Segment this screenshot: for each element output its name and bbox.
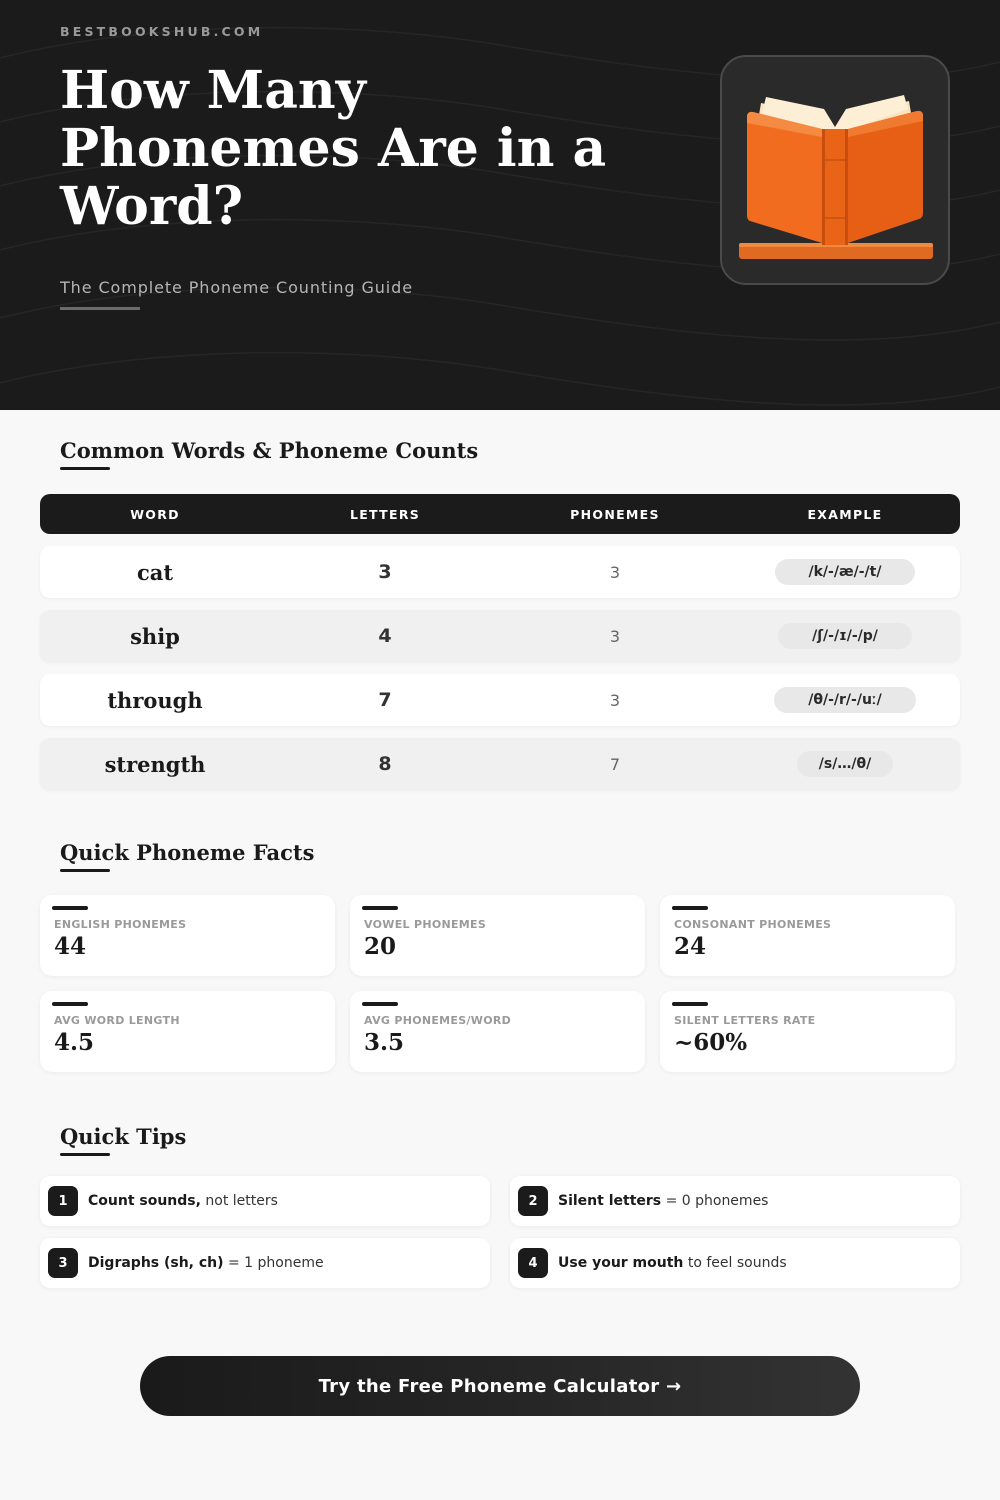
fact-value: 24: [674, 933, 707, 960]
tip-rest-text: = 0 phonemes: [661, 1193, 769, 1209]
page-title: How Many Phonemes Are in a Word?: [60, 60, 607, 237]
tip-bold-text: Silent letters: [558, 1193, 662, 1209]
cell-letters: 8: [378, 753, 392, 775]
fact-card-avg-phonemes-per-word: [350, 991, 645, 1072]
page-subtitle: The Complete Phoneme Counting Guide: [60, 278, 413, 297]
tip-bold-text: Digraphs (sh, ch): [88, 1255, 224, 1271]
cell-phonemes: 3: [609, 690, 621, 710]
fact-card-accent: [362, 1002, 398, 1006]
table-row: [40, 738, 960, 790]
site-brand: BESTBOOKSHUB.COM: [60, 24, 264, 39]
fact-card-vowel-phonemes: [350, 895, 645, 976]
tip-rest-text: not letters: [200, 1193, 278, 1209]
subtitle-underline: [60, 307, 140, 310]
fact-card-accent: [52, 1002, 88, 1006]
fact-card-english-phonemes: [40, 895, 335, 976]
tip-text: [558, 1193, 768, 1209]
fact-label: AVG WORD LENGTH: [54, 1014, 180, 1027]
section-title-underline: [60, 467, 110, 470]
tip-item: [510, 1176, 960, 1226]
cell-phonemes: 3: [609, 562, 621, 582]
fact-value: 4.5: [54, 1029, 95, 1056]
cell-word: cat: [136, 559, 174, 585]
cell-phonemes: 7: [609, 754, 621, 774]
column-header-word: WORD: [130, 506, 180, 522]
tip-number-badge: 4: [518, 1248, 548, 1278]
phoneme-counts-table: [40, 494, 960, 790]
table-header: [40, 494, 960, 534]
cell-letters: 7: [378, 689, 392, 711]
tip-number-badge: 3: [48, 1248, 78, 1278]
tip-rest-text: = 1 phoneme: [223, 1255, 324, 1271]
tip-item: [510, 1238, 960, 1288]
fact-label: ENGLISH PHONEMES: [54, 918, 187, 931]
table-row: [40, 674, 960, 726]
cell-word: ship: [130, 623, 180, 649]
column-header-example: EXAMPLE: [807, 506, 883, 522]
phoneme-calculator-cta-button[interactable]: Try the Free Phoneme Calculator →: [140, 1356, 860, 1416]
fact-value: ~60%: [674, 1029, 748, 1056]
tip-bold-text: Count sounds,: [88, 1193, 201, 1209]
table-section-title: Common Words & Phoneme Counts: [60, 438, 479, 463]
fact-card-avg-word-length: [40, 991, 335, 1072]
fact-label: AVG PHONEMES/WORD: [364, 1014, 512, 1027]
table-row: [40, 610, 960, 662]
fact-card-accent: [362, 906, 398, 910]
cell-word: strength: [104, 751, 206, 777]
section-title-underline: [60, 1153, 110, 1156]
fact-value: 20: [364, 933, 397, 960]
tip-item: [40, 1238, 490, 1288]
hero-banner: [0, 0, 1000, 410]
cell-example-pill: /k/-/æ/-/t/: [775, 559, 916, 585]
fact-card-accent: [52, 906, 88, 910]
tip-text: [88, 1255, 324, 1271]
facts-section-title: Quick Phoneme Facts: [60, 840, 315, 865]
fact-card-accent: [672, 906, 708, 910]
tip-rest-text: to feel sounds: [683, 1255, 787, 1271]
column-header-phonemes: PHONEMES: [570, 506, 660, 522]
fact-label: CONSONANT PHONEMES: [674, 918, 832, 931]
cell-example-pill: /ʃ/-/ɪ/-/p/: [778, 623, 912, 649]
cell-phonemes: 3: [609, 626, 621, 646]
fact-card-consonant-phonemes: [660, 895, 955, 976]
fact-value: 44: [54, 933, 87, 960]
cell-word: through: [107, 687, 203, 713]
tips-section-title: Quick Tips: [60, 1124, 187, 1149]
tip-item: [40, 1176, 490, 1226]
open-book-icon: [722, 57, 948, 283]
cell-letters: 3: [378, 561, 392, 583]
fact-card-accent: [672, 1002, 708, 1006]
fact-label: VOWEL PHONEMES: [364, 918, 487, 931]
tip-number-badge: 2: [518, 1186, 548, 1216]
hero-illustration: [720, 55, 950, 285]
tip-number-badge: 1: [48, 1186, 78, 1216]
fact-value: 3.5: [364, 1029, 405, 1056]
column-header-letters: LETTERS: [349, 506, 421, 522]
tip-text: [88, 1193, 278, 1209]
section-title-underline: [60, 869, 110, 872]
tip-bold-text: Use your mouth: [558, 1255, 684, 1271]
cell-example-pill: /s/…/θ/: [797, 751, 893, 777]
fact-card-silent-letters-rate: [660, 991, 955, 1072]
fact-label: SILENT LETTERS RATE: [674, 1014, 816, 1027]
table-row: [40, 546, 960, 598]
tip-text: [558, 1255, 787, 1271]
cell-example-pill: /θ/-/r/-/uː/: [774, 687, 916, 713]
cell-letters: 4: [378, 625, 392, 647]
